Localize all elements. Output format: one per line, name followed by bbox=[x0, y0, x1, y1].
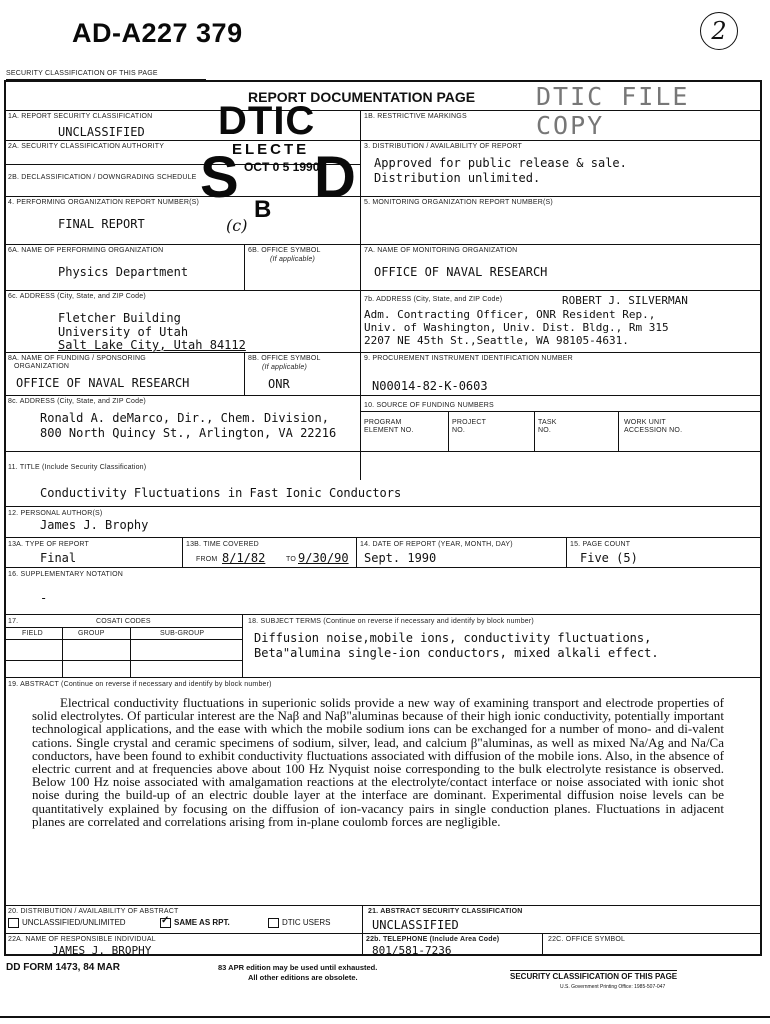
f14-divider bbox=[356, 537, 357, 567]
row2-rule bbox=[4, 196, 762, 197]
f9-label: 9. PROCUREMENT INSTRUMENT IDENTIFICATION NUMBER bbox=[364, 355, 573, 362]
f18-line1: Diffusion noise,mobile ions, conductivity fluctuations, bbox=[254, 631, 652, 645]
f14-value: Sept. 1990 bbox=[364, 551, 437, 565]
f17-group: GROUP bbox=[78, 630, 105, 637]
abstract-text: Electrical conductivity fluctuations in superionic solids provide a new way of examining transport and electrode properties of solid electrolytes. Of particular interest are the Naβ and Naβ"aluminas because of their high ionic conductivity, potentially important technological applications, and the ease with which the mobile sodium ions can be exchanged for a number of mono- and di-valent cations. Single crystal and ceramic specimens of sodium, silver, lead, and calcium β"aluminas, as well as mixed Na/Ag and Na/Ca conductors, have been found to exhibit conductivity fluctuations associated with diffusion of the mobile ions. Also, in the absence of electric current and at frequencies above about 100 Hz Nyquist noise corresponding to the bulk electrolyte resistance is observed. Below 100 Hz noise associated with amalgamation reactions at the electrolyte/contact interface or noise associated with ionic shot noise during the build-up of an electric double layer at the interface are dominant. Experimental diffusion noise levels can be quantitatively explained by focusing on the diffusion of ion-vacancy pairs in single conduction planes. Fluctuations in adjacent planes are correlated and correlations arising from in-plane coulomb forces are negligible. bbox=[32, 695, 724, 829]
f17-title: COSATI CODES bbox=[96, 618, 151, 625]
f4-label: 4. PERFORMING ORGANIZATION REPORT NUMBER(S) bbox=[8, 199, 200, 206]
circled-number: 2 bbox=[700, 12, 738, 50]
f9-value: N00014-82-K-0603 bbox=[372, 379, 488, 393]
f17-field: FIELD bbox=[22, 630, 43, 637]
f6b-divider bbox=[244, 244, 245, 290]
f22a-value: JAMES J. BROPHY bbox=[52, 944, 152, 957]
f10-div2 bbox=[534, 411, 535, 451]
f7b-label: 7b. ADDRESS (City, State, and ZIP Code) bbox=[364, 296, 503, 303]
gpo-line: U.S. Government Printing Office: 1985-507-047 bbox=[560, 984, 666, 990]
f7b-name: ROBERT J. SILVERMAN bbox=[562, 294, 688, 307]
f17-rule2 bbox=[4, 639, 242, 640]
f13b-divider bbox=[182, 537, 183, 567]
f21-divider bbox=[362, 905, 363, 956]
dtic-stamp: DTIC bbox=[218, 99, 316, 143]
f8b-divider bbox=[244, 352, 245, 395]
f6c-line2: University of Utah bbox=[58, 325, 189, 339]
f5-label: 5. MONITORING ORGANIZATION REPORT NUMBER(S) bbox=[364, 199, 553, 206]
f8a-value: OFFICE OF NAVAL RESEARCH bbox=[16, 376, 190, 390]
f10-label: 10. SOURCE OF FUNDING NUMBERS bbox=[364, 402, 494, 409]
security-bottom: SECURITY CLASSIFICATION OF THIS PAGE bbox=[510, 972, 678, 981]
file-copy-stamp: DTIC FILE COPY bbox=[536, 82, 690, 140]
f13b-to: 9/30/90 bbox=[298, 551, 349, 565]
f12-label: 12. PERSONAL AUTHOR(S) bbox=[8, 510, 103, 517]
f6c-line1: Fletcher Building bbox=[58, 311, 181, 325]
f8a-label-1: 8A. NAME OF FUNDING / SPONSORING bbox=[8, 355, 146, 362]
f13a-value: Final bbox=[40, 551, 77, 565]
f6b-label: 6B. OFFICE SYMBOL bbox=[248, 247, 321, 254]
f10-project: PROJECT bbox=[452, 419, 487, 426]
f10-accession-no: ACCESSION NO. bbox=[624, 427, 683, 434]
f13b-from-word: FROM bbox=[196, 556, 218, 563]
f15-divider bbox=[566, 537, 567, 567]
f22b-label: 22b. TELEPHONE (Include Area Code) bbox=[366, 936, 500, 943]
f20-label: 20. DISTRIBUTION / AVAILABILITY OF ABSTRACT bbox=[8, 908, 179, 915]
f14-label: 14. DATE OF REPORT (YEAR, MONTH, DAY) bbox=[360, 541, 513, 548]
f22c-divider bbox=[542, 933, 543, 956]
f17-rule1 bbox=[4, 627, 242, 628]
f20-opt1: UNCLASSIFIED/UNLIMITED bbox=[22, 918, 126, 928]
f15-value: Five (5) bbox=[580, 551, 638, 565]
stamp-letter-s: S bbox=[200, 145, 239, 210]
row11-rule bbox=[4, 506, 762, 507]
f10-div3 bbox=[618, 411, 619, 451]
dtic-users-checkbox[interactable] bbox=[268, 918, 279, 928]
f8c-label: 8c. ADDRESS (City, State, and ZIP Code) bbox=[8, 398, 146, 405]
f10-div1 bbox=[448, 411, 449, 451]
row1-rule bbox=[4, 140, 762, 141]
f6a-label: 6A. NAME OF PERFORMING ORGANIZATION bbox=[8, 247, 164, 254]
f17-div1 bbox=[62, 627, 63, 677]
f1a-value: UNCLASSIFIED bbox=[58, 125, 145, 139]
f10-work-unit: WORK UNIT bbox=[624, 419, 666, 426]
row6-rule bbox=[4, 290, 762, 291]
f2b-label: 2B. DECLASSIFICATION / DOWNGRADING SCHEDULE bbox=[8, 174, 197, 181]
f13a-label: 13A. TYPE OF REPORT bbox=[8, 541, 89, 548]
form-id: DD FORM 1473, 84 MAR bbox=[6, 962, 120, 973]
same-as-rpt-checkbox[interactable] bbox=[160, 918, 171, 928]
row13-rule bbox=[4, 567, 762, 568]
row20-rule bbox=[4, 933, 762, 934]
f7b-line2: Univ. of Washington, Univ. Dist. Bldg., Rm 315 bbox=[364, 321, 669, 334]
page-title: REPORT DOCUMENTATION PAGE bbox=[248, 89, 476, 105]
edition-line1: 83 APR edition may be used until exhausted. bbox=[218, 963, 378, 972]
f6c-label: 6c. ADDRESS (City, State, and ZIP Code) bbox=[8, 293, 146, 300]
security-classification-top: SECURITY CLASSIFICATION OF THIS PAGE bbox=[6, 70, 158, 77]
electe-date: OCT 0 5 1990 bbox=[244, 160, 320, 174]
stamp-handwriting: (c) bbox=[226, 216, 248, 235]
f8b-value: ONR bbox=[268, 377, 290, 391]
f8a-label-2: ORGANIZATION bbox=[14, 363, 70, 370]
f10-task-no: NO. bbox=[538, 427, 552, 434]
electe-stamp: ELECTE bbox=[232, 141, 310, 158]
f10-task: TASK bbox=[538, 419, 557, 426]
f1b-label: 1B. RESTRICTIVE MARKINGS bbox=[364, 113, 467, 120]
title-rule bbox=[4, 110, 762, 111]
f20-opt2: SAME AS RPT. bbox=[174, 918, 230, 928]
f8c-line2: 800 North Quincy St., Arlington, VA 22216 bbox=[40, 426, 337, 440]
f2a-label: 2A. SECURITY CLASSIFICATION AUTHORITY bbox=[8, 143, 165, 150]
f11-value: Conductivity Fluctuations in Fast Ionic Conductors bbox=[40, 486, 402, 500]
f4-value: FINAL REPORT bbox=[58, 217, 145, 231]
row6c-rule bbox=[4, 352, 762, 353]
page-bottom-rule bbox=[0, 1016, 770, 1018]
f17-label: 17. bbox=[8, 618, 19, 625]
row4-rule bbox=[4, 244, 762, 245]
f15-label: 15. PAGE COUNT bbox=[570, 541, 631, 548]
row19-rule bbox=[4, 905, 762, 906]
f11-label: 11. TITLE (Include Security Classification) bbox=[8, 464, 147, 471]
f17-subgroup: SUB-GROUP bbox=[160, 630, 205, 637]
f21-label: 21. ABSTRACT SECURITY CLASSIFICATION bbox=[368, 908, 523, 915]
f22a-label: 22A. NAME OF RESPONSIBLE INDIVIDUAL bbox=[8, 936, 156, 943]
f7b-line1: Adm. Contracting Officer, ONR Resident Rep., bbox=[364, 308, 656, 321]
f3-line2: Distribution unlimited. bbox=[374, 171, 541, 185]
f21-value: UNCLASSIFIED bbox=[372, 918, 459, 932]
f13b-label: 13B. TIME COVERED bbox=[186, 541, 259, 548]
f12-value: James J. Brophy bbox=[40, 518, 149, 532]
f1a-label: 1A. REPORT SECURITY CLASSIFICATION bbox=[8, 113, 153, 120]
f10-program: PROGRAM bbox=[364, 419, 402, 426]
f13b-to-word: TO bbox=[286, 556, 296, 563]
f6a-value: Physics Department bbox=[58, 265, 189, 279]
f7a-label: 7A. NAME OF MONITORING ORGANIZATION bbox=[364, 247, 518, 254]
f8b-sub: (If applicable) bbox=[262, 364, 308, 371]
edition-line2: All other editions are obsolete. bbox=[248, 973, 358, 982]
f18-divider bbox=[242, 614, 243, 677]
f13b-from: 8/1/82 bbox=[222, 551, 266, 565]
f3-label: 3. DISTRIBUTION / AVAILABILITY OF REPORT bbox=[364, 143, 523, 150]
f10-element-no: ELEMENT NO. bbox=[364, 427, 414, 434]
f7b-line3: 2207 NE 45th St.,Seattle, WA 98105-4631. bbox=[364, 334, 629, 347]
center-divider bbox=[360, 110, 361, 480]
f7a-value: OFFICE OF NAVAL RESEARCH bbox=[374, 265, 548, 279]
unclassified-checkbox[interactable] bbox=[8, 918, 19, 928]
row12-rule bbox=[4, 537, 762, 538]
f20-option-dtic[interactable] bbox=[268, 918, 330, 928]
f19-label: 19. ABSTRACT (Continue on reverse if necessary and identify by block number) bbox=[8, 681, 272, 688]
f6c-line3: Salt Lake City, Utah 84112 bbox=[58, 338, 246, 352]
f20-option-same[interactable] bbox=[160, 918, 230, 928]
row17-rule bbox=[4, 677, 762, 678]
f18-label: 18. SUBJECT TERMS (Continue on reverse if necessary and identify by block number) bbox=[248, 618, 534, 625]
f8c-line1: Ronald A. deMarco, Dir., Chem. Division, bbox=[40, 411, 329, 425]
ad-number: AD-A227 379 bbox=[72, 18, 243, 48]
f8b-label: 8B. OFFICE SYMBOL bbox=[248, 355, 321, 362]
row8-rule bbox=[4, 395, 762, 396]
f3-line1: Approved for public release & sale. bbox=[374, 156, 627, 170]
f20-opt3: DTIC USERS bbox=[282, 918, 331, 928]
f18-line2: Beta"alumina single-ion conductors, mixed alkali effect. bbox=[254, 646, 659, 660]
row16-rule bbox=[4, 614, 762, 615]
f10-project-no: NO. bbox=[452, 427, 466, 434]
row8c-rule bbox=[4, 451, 762, 452]
f16-value: - bbox=[40, 591, 48, 605]
f22c-label: 22C. OFFICE SYMBOL bbox=[548, 936, 626, 943]
f22b-value: 801/581-7236 bbox=[372, 944, 452, 957]
f20-option-unclassified[interactable] bbox=[8, 918, 126, 928]
f17-rule3 bbox=[4, 660, 242, 661]
stamp-sub-b: B bbox=[254, 196, 272, 223]
f10-rule bbox=[360, 411, 762, 412]
f16-label: 16. SUPPLEMENTARY NOTATION bbox=[8, 571, 124, 578]
stamp-letter-d: D bbox=[314, 145, 356, 210]
f17-div2 bbox=[130, 627, 131, 677]
f6b-sub: (If applicable) bbox=[270, 256, 316, 263]
